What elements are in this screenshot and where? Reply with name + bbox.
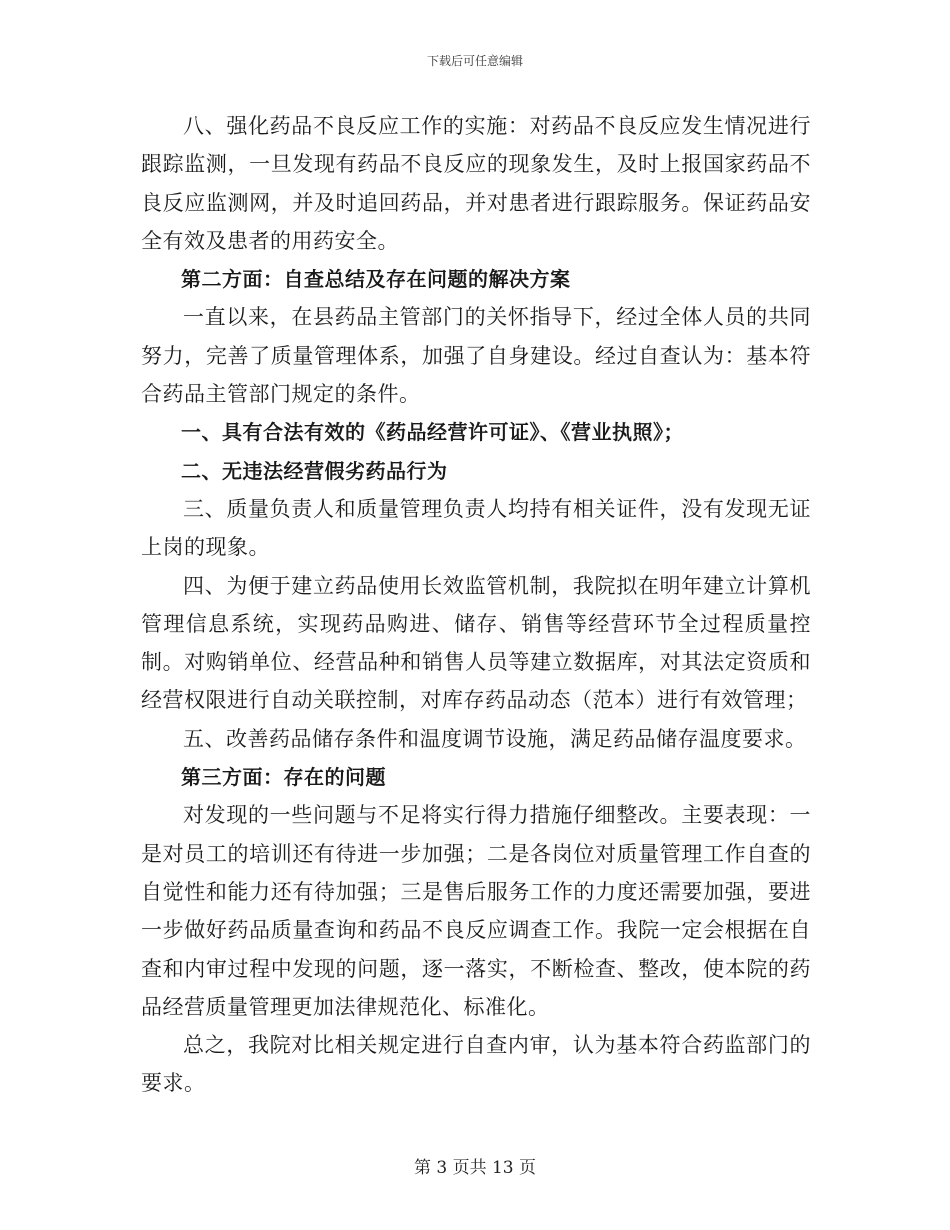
heading-part-three: 第三方面：存在的问题 [181, 765, 386, 790]
heading-item-1: 一、具有合法有效的《药品经营许可证》、《营业执照》； [181, 420, 684, 445]
paragraph-item-4: 四、为便于建立药品使用长效监管机制，我院拟在明年建立计算机管理信息系统，实现药品购进、储存、销售等经营环节全过程质量控制。对购销单位、经营品种和销售人员等建立数据库，对其法定资质和经营权限进行自动关联控制，对库存药品动态（范本）进行有效管理； [141, 573, 811, 713]
paragraph-item-3: 三、质量负责人和质量管理负责人均持有相关证件，没有发现无证上岗的现象。 [141, 496, 811, 560]
heading-part-two: 第二方面：自查总结及存在问题的解决方案 [181, 267, 571, 292]
paragraph-problems: 对发现的一些问题与不足将实行得力措施仔细整改。主要表现：一是对员工的培训还有待进一步加强；二是各岗位对质量管理工作自查的自觉性和能力还有待加强；三是售后服务工作的力度还需要加强，要进一步做好药品质量查询和药品不良反应调查工作。我院一定会根据在自查和内审过程中发现的问题，逐一落实，不断检查、整改，使本院的药品经营质量管理更加法律规范化、标准化。 [141, 803, 811, 1019]
paragraph-section-8: 八、强化药品不良反应工作的实施：对药品不良反应发生情况进行跟踪监测，一旦发现有药品不良反应的现象发生，及时上报国家药品不良反应监测网，并及时追回药品，并对患者进行跟踪服务。保证药品安全有效及患者的用药安全。 [141, 114, 811, 253]
heading-item-2: 二、无违法经营假劣药品行为 [181, 458, 448, 483]
page-header-note: 下载后可任意编辑 [426, 54, 523, 68]
paragraph-item-5: 五、改善药品储存条件和温度调节设施，满足药品储存温度要求。 [183, 726, 807, 751]
page-number: 第 3 页共 13 页 [413, 1158, 537, 1178]
document-body [141, 107, 811, 1103]
paragraph-conclusion: 总之，我院对比相关规定进行自查内审，认为基本符合药监部门的要求。 [141, 1033, 811, 1096]
paragraph-summary: 一直以来，在县药品主管部门的关怀指导下，经过全体人员的共同努力，完善了质量管理体系，加强了自身建设。经过自查认为：基本符合药品主管部门规定的条件。 [141, 305, 811, 407]
